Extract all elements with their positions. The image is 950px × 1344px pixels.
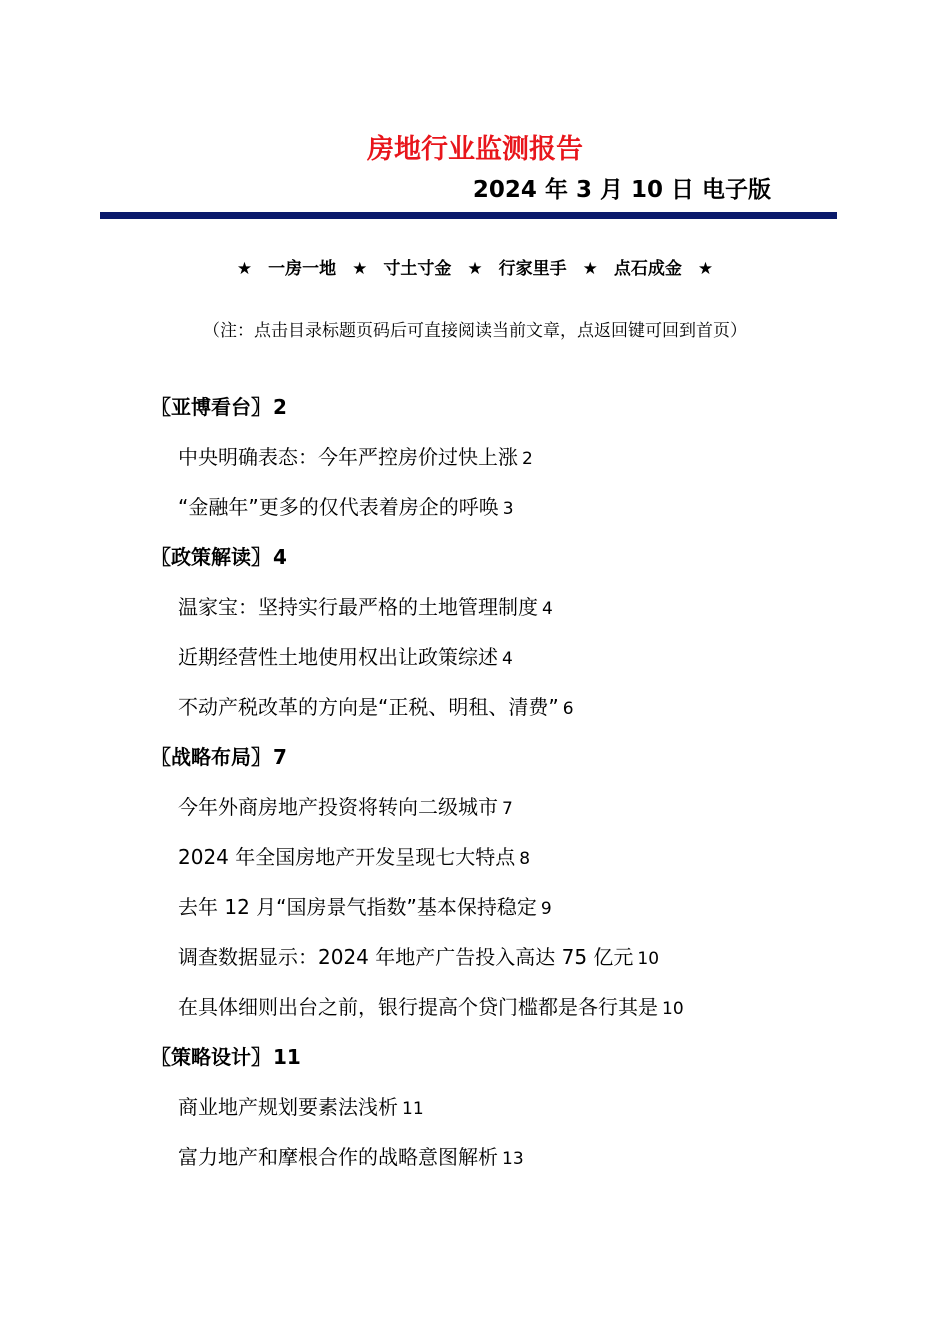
star-icon: ★ — [236, 259, 253, 279]
toc-entry[interactable] — [0, 982, 950, 1032]
toc-section-title: 〖亚博看台〗 — [151, 395, 271, 419]
toc-entry[interactable] — [0, 632, 950, 682]
star-icon: ★ — [352, 259, 368, 279]
toc-page-number[interactable]: 4 — [502, 649, 513, 669]
motto-phrase: 寸土寸金 — [383, 259, 452, 279]
navigation-note: （注：点击目录标题页码后可直接阅读当前文章，点返回键可回到首页） — [203, 321, 747, 341]
toc-entry[interactable] — [0, 782, 950, 832]
toc-section-title: 〖战略布局〗 — [151, 745, 271, 769]
toc-entry[interactable] — [0, 482, 950, 532]
motto-phrase: 行家里手 — [498, 259, 567, 279]
toc-entry-title: “金融年”更多的仅代表着房企的呼唤 — [178, 495, 499, 519]
toc-entry-title: 2024 年全国房地产开发呈现七大特点 — [178, 845, 516, 869]
toc-entry-title: 不动产税改革的方向是“正税、明租、清费” — [178, 695, 559, 719]
toc-page-number[interactable]: 2 — [273, 395, 287, 419]
toc-page-number[interactable]: 11 — [402, 1099, 424, 1119]
toc-entry[interactable] — [0, 1132, 950, 1182]
header-divider — [100, 212, 837, 219]
toc-page-number[interactable]: 7 — [502, 799, 513, 819]
toc-page-number[interactable]: 11 — [273, 1045, 301, 1069]
toc-entry-title: 温家宝：坚持实行最严格的土地管理制度 — [178, 595, 538, 619]
motto-phrase: 点石成金 — [613, 259, 682, 279]
toc-page-number[interactable]: 10 — [637, 949, 660, 969]
toc-section-heading[interactable] — [0, 532, 950, 582]
toc-entry-title: 中央明确表态：今年严控房价过快上涨 — [178, 445, 518, 469]
toc-page-number[interactable]: 13 — [502, 1149, 524, 1169]
toc-section-title: 〖策略设计〗 — [151, 1045, 271, 1069]
toc-entry-title: 近期经营性土地使用权出让政策综述 — [178, 645, 498, 669]
toc-entry-title: 调查数据显示：2024 年地产广告投入高达 75 亿元 — [178, 945, 634, 969]
table-of-contents — [0, 382, 950, 1182]
toc-entry[interactable] — [0, 432, 950, 482]
toc-page-number[interactable]: 4 — [273, 545, 287, 569]
toc-page-number[interactable]: 6 — [562, 699, 574, 719]
toc-section-heading[interactable] — [0, 1032, 950, 1082]
toc-section-heading[interactable] — [0, 382, 950, 432]
toc-entry[interactable] — [0, 582, 950, 632]
toc-page-number[interactable]: 10 — [662, 999, 684, 1019]
toc-section-heading[interactable] — [0, 732, 950, 782]
toc-page-number[interactable]: 2 — [522, 449, 533, 469]
toc-entry-title: 去年 12 月“国房景气指数”基本保持稳定 — [178, 895, 537, 919]
star-icon: ★ — [467, 259, 483, 279]
motto-line — [0, 255, 950, 283]
toc-page-number[interactable]: 9 — [540, 899, 552, 919]
edition-date: 2024 年 3 月 10 日 电子版 — [472, 177, 771, 203]
motto-phrase: 一房一地 — [268, 259, 337, 279]
star-icon: ★ — [582, 259, 598, 279]
toc-entry[interactable] — [0, 832, 950, 882]
report-title: 房地行业监测报告 — [367, 134, 583, 165]
toc-page-number[interactable]: 3 — [502, 499, 514, 519]
toc-entry[interactable] — [0, 682, 950, 732]
star-icon: ★ — [697, 259, 714, 279]
toc-page-number[interactable]: 7 — [273, 745, 287, 769]
toc-entry[interactable] — [0, 932, 950, 982]
toc-entry-title: 商业地产规划要素法浅析 — [178, 1095, 398, 1119]
toc-page-number[interactable]: 8 — [519, 849, 531, 869]
toc-entry[interactable] — [0, 1082, 950, 1132]
toc-section-title: 〖政策解读〗 — [151, 545, 271, 569]
toc-entry-title: 在具体细则出台之前，银行提高个贷门槛都是各行其是 — [178, 995, 658, 1019]
toc-entry-title: 富力地产和摩根合作的战略意图解析 — [178, 1145, 498, 1169]
toc-page-number[interactable]: 4 — [542, 599, 553, 619]
toc-entry[interactable] — [0, 882, 950, 932]
toc-entry-title: 今年外商房地产投资将转向二级城市 — [178, 795, 498, 819]
